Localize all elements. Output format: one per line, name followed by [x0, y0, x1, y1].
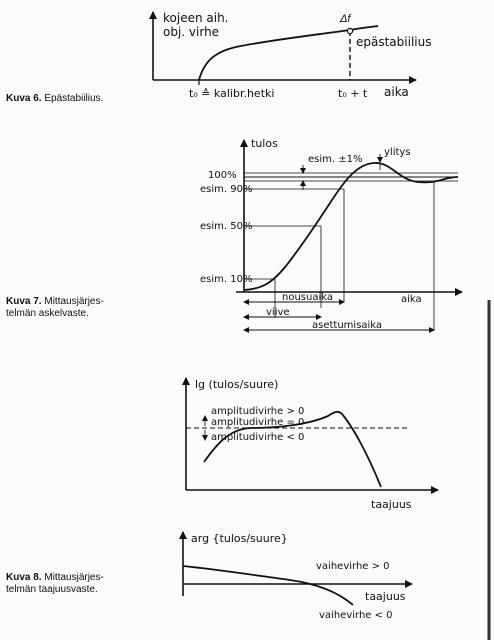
fig7-overshoot-label: ylitys: [384, 147, 411, 158]
fig8-caption-number: Kuva 8.: [6, 572, 42, 583]
fig6-delta-label: Δf: [340, 13, 351, 25]
fig7-ylabel: tulos: [251, 137, 278, 150]
fig7-step-response-curve: [244, 163, 458, 290]
fig7-label-10: esim. 10%: [200, 274, 253, 285]
fig7-xlabel: aika: [401, 294, 422, 305]
fig6-ylabel-1: kojeen aih.: [163, 11, 229, 25]
fig6-caption-number: Kuva 6.: [6, 93, 42, 104]
fig6-xlabel: aika: [384, 85, 409, 99]
fig8-ph-xlabel: taajuus: [365, 590, 406, 603]
fig7-caption-line1: Mittausjärjes-: [44, 296, 104, 307]
fig6-point-marker: [347, 28, 352, 33]
fig7-tolerance-label: esim. ±1%: [308, 154, 363, 165]
fig7-settle-label: asettumisaika: [312, 320, 383, 331]
fig7-caption-number: Kuva 7.: [6, 296, 42, 307]
fig7-rise-label: nousuaika: [282, 292, 333, 303]
fig8-caption-line1: Mittausjärjes-: [44, 572, 104, 583]
fig8-amp-ylabel: lg (tulos/suure): [195, 378, 279, 391]
fig7-label-50: esim. 50%: [200, 221, 253, 232]
fig7-caption-line2: telmän askelvaste.: [6, 308, 89, 319]
fig8-ph-pos-label: vaihevirhe > 0: [316, 561, 390, 572]
fig6-instability-curve: [199, 26, 378, 80]
fig7-label-90: esim. 90%: [200, 184, 253, 195]
fig6-ylabel-2: obj. virhe: [163, 25, 220, 39]
fig6-t0t-label: t₀ + t: [338, 87, 368, 100]
fig6-t0-label: t₀ ≙ kalibr.hetki: [189, 87, 275, 100]
fig6-curve-label: epästabiilius: [356, 35, 432, 49]
fig8-amplitude-diagram: [186, 378, 438, 511]
fig8-ph-neg-label: vaihevirhe < 0: [319, 610, 393, 621]
fig8-caption-line2: telmän taajuusvaste.: [6, 584, 98, 595]
fig8-phase-diagram: [183, 532, 412, 621]
fig7-delay-label: viive: [266, 307, 290, 318]
fig7-label-100: 100%: [208, 170, 237, 181]
fig6-caption-text: Epästabiilius.: [44, 93, 104, 104]
fig7-diagram: [200, 137, 462, 331]
fig8-amp-neg-label: amplitudivirhe < 0: [211, 432, 305, 443]
fig8-amp-pos-label: amplitudivirhe > 0: [211, 406, 305, 417]
fig8-amp-zero-label: amplitudivirhe = 0: [211, 417, 305, 428]
fig6-diagram: [153, 11, 431, 100]
fig8-ph-ylabel: arg {tulos/suure}: [191, 532, 288, 545]
fig8-amp-xlabel: taajuus: [371, 498, 412, 511]
